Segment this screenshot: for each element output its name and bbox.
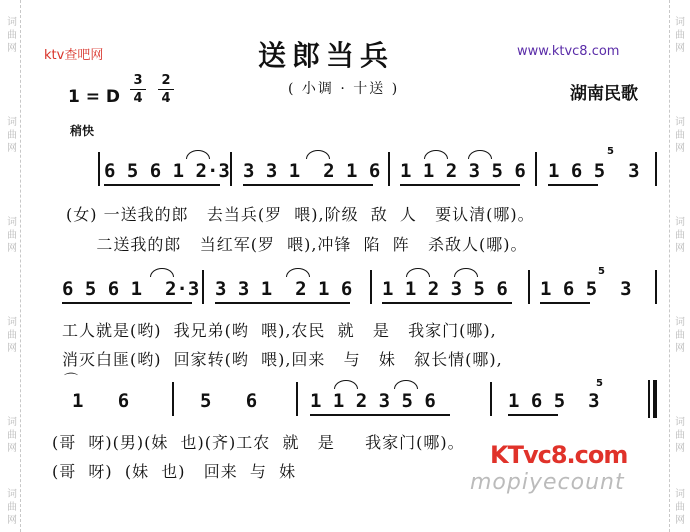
- lyrics-3-verse-1: (哥 呀)(男)(妹 也)(齐)工农 就 是 我家门(哪)。: [52, 433, 465, 452]
- site-logo: KTvc8.com: [490, 441, 628, 469]
- side-watermark-char: 曲: [675, 430, 685, 441]
- side-watermark-char: 网: [675, 443, 685, 454]
- beam: [215, 302, 350, 304]
- measure-2-1: 6 5 6 1 2·3: [62, 278, 200, 300]
- side-watermark-char: 词: [675, 417, 685, 428]
- barline: [655, 152, 657, 186]
- time-sig-2-denominator: 4: [161, 91, 171, 106]
- side-watermark-char: 网: [675, 43, 685, 54]
- barline: [202, 270, 204, 304]
- measure-1-1: 6 5 6 1 2·3: [104, 160, 230, 182]
- time-sig-2-numerator: 2: [158, 72, 174, 90]
- slur: [424, 150, 448, 159]
- side-watermark-char: 曲: [7, 430, 17, 441]
- side-watermark-char: 曲: [675, 330, 685, 341]
- side-watermark-char: 曲: [675, 230, 685, 241]
- side-watermark-char: 词: [7, 17, 17, 28]
- beam: [540, 302, 590, 304]
- watermark-left: ktv查吧网: [44, 48, 104, 63]
- measure-2-3: 1 1 2 3 5 6: [382, 278, 508, 300]
- slur: [306, 150, 330, 159]
- side-watermark-char: 曲: [7, 230, 17, 241]
- side-watermark-char: 曲: [7, 30, 17, 41]
- slur: [334, 380, 358, 389]
- side-watermark-char: 网: [675, 143, 685, 154]
- slur: [286, 268, 310, 277]
- barline: [370, 270, 372, 304]
- side-watermark-char: 词: [675, 317, 685, 328]
- slur: [406, 268, 430, 277]
- measure-1-3: 1 1 2 3 5 6: [400, 160, 526, 182]
- side-watermark-char: 曲: [675, 502, 685, 513]
- barline: [535, 152, 537, 186]
- beam: [400, 184, 520, 186]
- side-watermark-char: 曲: [675, 130, 685, 141]
- side-watermark-char: 网: [7, 515, 17, 526]
- measure-1-4: 1 6 5 3: [548, 160, 640, 182]
- tempo-marking: 稍快: [70, 124, 95, 138]
- measure-1-2: 3 3 1 2 1 6: [243, 160, 381, 182]
- site-logo-shadow: mopiyecount: [470, 470, 625, 495]
- beam: [243, 184, 373, 186]
- slur: [186, 150, 210, 159]
- measure-3-2: 5 6: [200, 390, 258, 412]
- time-sig-1-numerator: 3: [130, 72, 146, 90]
- song-origin: 湖南民歌: [570, 84, 638, 104]
- side-watermark-char: 网: [7, 43, 17, 54]
- side-watermark-char: 词: [7, 489, 17, 500]
- barline: [230, 152, 232, 186]
- side-watermark-char: 曲: [7, 330, 17, 341]
- time-sig-1-denominator: 4: [133, 91, 143, 106]
- beam: [508, 414, 558, 416]
- side-watermark-char: 词: [675, 117, 685, 128]
- slur: [454, 268, 478, 277]
- barline: [528, 270, 530, 304]
- measure-3-3: 1 1 2 3 5 6: [310, 390, 436, 412]
- song-subtitle: ( 小调 · 十送 ): [288, 81, 400, 97]
- final-barline: [653, 380, 657, 418]
- lyrics-1-verse-1: (女) 一送我的郎 去当兵(罗 喂),阶级 敌 人 要认清(哪)。: [66, 205, 535, 224]
- beam: [382, 302, 512, 304]
- watermark-right: www.ktvc8.com: [517, 44, 620, 59]
- lyrics-2-verse-2: 消灭白匪(哟) 回家转(哟 喂),回来 与 妹 叙长情(哪),: [62, 350, 503, 369]
- side-watermark-char: 词: [7, 417, 17, 428]
- grace-note: 5: [607, 146, 614, 157]
- side-watermark-char: 网: [675, 243, 685, 254]
- barline: [296, 382, 298, 416]
- barline: [172, 382, 174, 416]
- song-title: 送郎当兵: [258, 39, 395, 72]
- side-watermark-char: 词: [7, 217, 17, 228]
- side-watermark-char: 曲: [7, 130, 17, 141]
- side-watermark-char: 词: [7, 117, 17, 128]
- side-watermark-char: 词: [675, 17, 685, 28]
- side-watermark-char: 网: [675, 515, 685, 526]
- beam: [62, 302, 192, 304]
- slur: [468, 150, 492, 159]
- time-signature-2: [158, 72, 174, 107]
- side-watermark-char: 词: [675, 489, 685, 500]
- beam: [548, 184, 598, 186]
- side-watermark-char: 曲: [675, 30, 685, 41]
- side-watermark-char: 网: [7, 243, 17, 254]
- barline: [648, 380, 650, 418]
- lyrics-2-verse-1: 工人就是(哟) 我兄弟(哟 喂),农民 就 是 我家门(哪),: [62, 321, 497, 340]
- side-watermark-char: 网: [7, 143, 17, 154]
- barline: [655, 270, 657, 304]
- side-watermark-char: 网: [7, 343, 17, 354]
- key-signature: 1 = D: [68, 87, 121, 107]
- measure-3-1: 1 6: [72, 390, 130, 412]
- measure-3-4: 1 6 5 3: [508, 390, 600, 412]
- barline: [98, 152, 100, 186]
- beam: [104, 184, 220, 186]
- beam: [310, 414, 450, 416]
- measure-2-2: 3 3 1 2 1 6: [215, 278, 353, 300]
- side-watermark-char: 词: [7, 317, 17, 328]
- slur: [394, 380, 418, 389]
- side-watermark-char: 曲: [7, 502, 17, 513]
- barline: [490, 382, 492, 416]
- side-watermark-char: 词: [675, 217, 685, 228]
- side-watermark-char: 网: [675, 343, 685, 354]
- measure-2-4: 1 6 5 3: [540, 278, 632, 300]
- barline: [388, 152, 390, 186]
- lyrics-3-verse-2: (哥 呀) (妹 也) 回来 与 妹: [52, 462, 297, 481]
- lyrics-1-verse-2: 二送我的郎 当红军(罗 喂),冲锋 陷 阵 杀敌人(哪)。: [66, 235, 528, 254]
- grace-note: 5: [596, 378, 603, 389]
- side-watermark-char: 网: [7, 443, 17, 454]
- time-signature-1: [130, 72, 146, 107]
- slur: [150, 268, 174, 277]
- grace-note: 5: [598, 266, 605, 277]
- fermata-icon: ⌒: [64, 373, 78, 389]
